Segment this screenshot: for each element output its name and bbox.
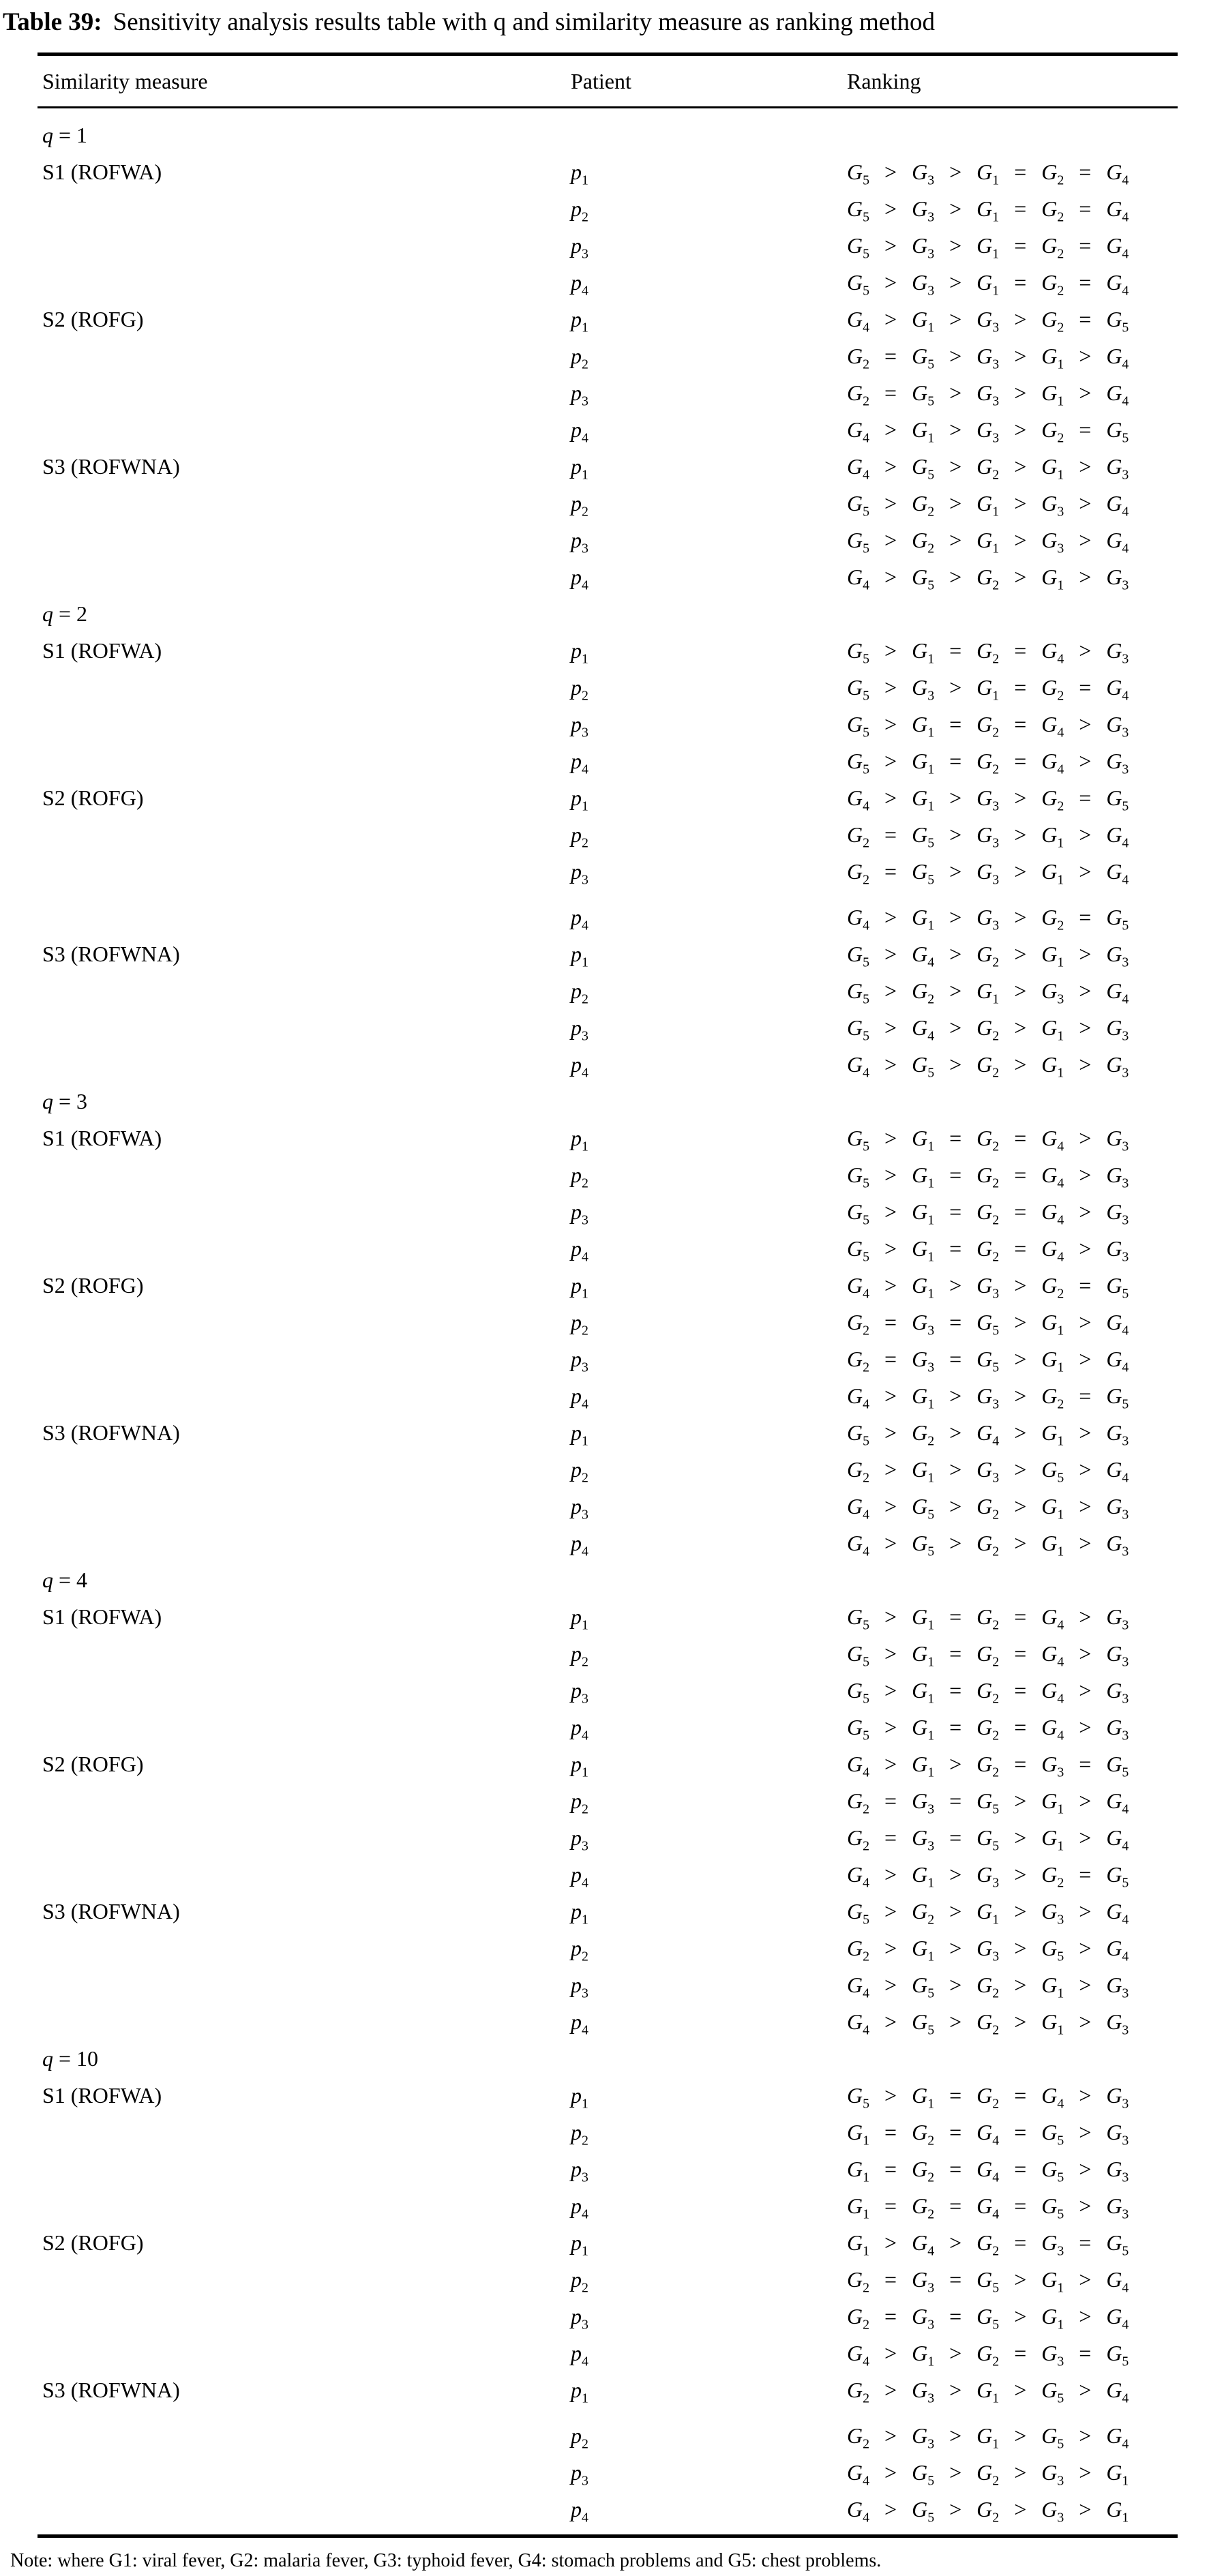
table-row: [0, 1341, 1209, 1377]
table-row: [0, 1377, 1209, 1414]
similarity-measure-cell: S2 (ROFG): [42, 1752, 144, 1776]
similarity-measure-cell: [42, 485, 571, 522]
table-row: [0, 2151, 1209, 2187]
similarity-measure-cell: S3 (ROFWNA): [42, 454, 180, 479]
ranking-cell: $G_5 > G_1 = G_2 = G_4 > G_3$: [847, 638, 1129, 667]
similarity-measure-cell: [42, 1193, 571, 1230]
patient-cell: $p_2$: [571, 2423, 588, 2452]
ranking-cell: $G_4 > G_5 > G_2 > G_1 > G_3$: [847, 1494, 1129, 1523]
similarity-measure-cell: [42, 2335, 571, 2371]
similarity-measure-cell: [42, 2454, 571, 2491]
table-row: [0, 2187, 1209, 2224]
table-row: [0, 1230, 1209, 1267]
table-row: [0, 1193, 1209, 1230]
similarity-measure-cell: [42, 522, 571, 558]
similarity-measure-cell: [42, 2417, 571, 2454]
ranking-cell: $G_1 = G_2 = G_4 = G_5 > G_3$: [847, 2193, 1129, 2222]
patient-cell: $p_1$: [571, 1604, 588, 1633]
q-section-label: q = 4: [42, 1568, 88, 1592]
ranking-cell: $G_4 > G_5 > G_2 > G_3 > G_1$: [847, 2460, 1129, 2489]
table-row: [0, 2261, 1209, 2298]
similarity-measure-cell: S2 (ROFG): [42, 2230, 144, 2255]
patient-cell: $p_3$: [571, 380, 588, 409]
patient-cell: $p_1$: [571, 307, 588, 335]
patient-cell: $p_4$: [571, 905, 588, 933]
patient-cell: $p_4$: [571, 417, 588, 446]
ranking-cell: $G_2 > G_3 > G_1 > G_5 > G_4$: [847, 2423, 1129, 2452]
ranking-cell: $G_4 > G_5 > G_2 > G_1 > G_3$: [847, 1052, 1129, 1081]
ranking-cell: $G_5 > G_3 > G_1 = G_2 = G_4$: [847, 196, 1129, 225]
table-row: [0, 374, 1209, 411]
ranking-cell: $G_4 > G_5 > G_2 > G_1 > G_3$: [847, 2009, 1129, 2038]
q-section-label: q = 1: [42, 123, 88, 147]
similarity-measure-cell: [42, 1488, 571, 1525]
patient-cell: $p_4$: [571, 565, 588, 593]
similarity-measure-cell: [42, 338, 571, 374]
table-row: [0, 1709, 1209, 1746]
table-row: [0, 1598, 1209, 1635]
similarity-measure-cell: S1 (ROFWA): [42, 2083, 162, 2108]
table-row: [0, 1414, 1209, 1451]
similarity-measure-cell: [42, 743, 571, 779]
ranking-cell: $G_5 > G_2 > G_1 > G_3 > G_4$: [847, 491, 1129, 520]
patient-cell: $p_4$: [571, 749, 588, 777]
patient-cell: $p_4$: [571, 1862, 588, 1891]
table-row: [0, 1930, 1209, 1966]
table-row: [0, 1451, 1209, 1488]
ranking-cell: $G_5 > G_3 > G_1 = G_2 = G_4$: [847, 160, 1129, 188]
ranking-cell: $G_4 > G_5 > G_2 > G_1 > G_3$: [847, 1973, 1129, 2001]
table-row: [0, 669, 1209, 706]
table-row: [0, 2417, 1209, 2454]
similarity-measure-cell: [42, 2261, 571, 2298]
patient-cell: $p_1$: [571, 1126, 588, 1154]
ranking-cell: $G_4 > G_5 > G_2 > G_1 > G_3$: [847, 565, 1129, 593]
ranking-cell: $G_2 > G_3 > G_1 > G_5 > G_4$: [847, 2378, 1129, 2406]
column-header-patient: Patient: [571, 68, 631, 93]
ranking-cell: $G_4 > G_1 > G_3 > G_2 = G_5$: [847, 785, 1129, 814]
patient-cell: $p_2$: [571, 196, 588, 225]
similarity-measure-cell: S3 (ROFWNA): [42, 1899, 180, 1923]
table-row: [0, 1819, 1209, 1856]
ranking-cell: $G_5 > G_2 > G_1 > G_3 > G_4$: [847, 978, 1129, 1007]
table-row: [0, 853, 1209, 890]
ranking-cell: $G_5 > G_3 > G_1 = G_2 = G_4$: [847, 270, 1129, 299]
patient-cell: $p_4$: [571, 2009, 588, 2038]
table-row: [0, 485, 1209, 522]
patient-cell: $p_1$: [571, 160, 588, 188]
patient-cell: $p_1$: [571, 1420, 588, 1449]
table-note: Note: where G1: viral fever, G2: malaria fever, G3: typhoid fever, G4: stomach problems and G5: chest problems.: [10, 2550, 882, 2571]
similarity-measure-cell: [42, 1782, 571, 1819]
ranking-cell: $G_5 > G_1 = G_2 = G_4 > G_3$: [847, 1126, 1129, 1154]
ranking-cell: $G_5 > G_1 = G_2 = G_4 > G_3$: [847, 1604, 1129, 1633]
table-row: [0, 1304, 1209, 1341]
similarity-measure-cell: [42, 1377, 571, 1414]
patient-cell: $p_4$: [571, 2341, 588, 2369]
table-row: [0, 2371, 1209, 2408]
similarity-measure-cell: [42, 669, 571, 706]
table-row: [0, 779, 1209, 816]
patient-cell: $p_2$: [571, 1310, 588, 1338]
patient-cell: $p_1$: [571, 454, 588, 483]
ranking-cell: $G_5 > G_2 > G_4 > G_1 > G_3$: [847, 1420, 1129, 1449]
table-row: [0, 448, 1209, 485]
patient-cell: $p_2$: [571, 344, 588, 372]
table-row: [0, 1893, 1209, 1930]
table-row: [0, 1488, 1209, 1525]
table-row: [0, 2491, 1209, 2528]
patient-cell: $p_4$: [571, 270, 588, 299]
ranking-cell: $G_5 > G_1 = G_2 = G_4 > G_3$: [847, 1641, 1129, 1670]
patient-cell: $p_3$: [571, 1825, 588, 1854]
table-header-row: [0, 56, 1209, 106]
table-row: [0, 1156, 1209, 1193]
similarity-measure-cell: [42, 1525, 571, 1561]
q-section-label: q = 10: [42, 2046, 99, 2071]
table-row: [0, 227, 1209, 264]
patient-cell: $p_2$: [571, 1788, 588, 1817]
similarity-measure-cell: S1 (ROFWA): [42, 160, 162, 184]
table-row: [0, 301, 1209, 338]
similarity-measure-cell: [42, 2003, 571, 2040]
table-row: [0, 2298, 1209, 2335]
ranking-cell: $G_2 = G_5 > G_3 > G_1 > G_4$: [847, 344, 1129, 372]
patient-cell: $p_1$: [571, 785, 588, 814]
table-row: [0, 899, 1209, 935]
ranking-cell: $G_2 = G_5 > G_3 > G_1 > G_4$: [847, 822, 1129, 851]
ranking-cell: $G_2 = G_3 = G_5 > G_1 > G_4$: [847, 1347, 1129, 1375]
similarity-measure-cell: [42, 2491, 571, 2528]
patient-cell: $p_3$: [571, 528, 588, 556]
table-row: [0, 522, 1209, 558]
table-row: [0, 1267, 1209, 1304]
patient-cell: $p_3$: [571, 1347, 588, 1375]
similarity-measure-cell: S2 (ROFG): [42, 1273, 144, 1298]
table-row: [0, 190, 1209, 227]
table-row: [0, 632, 1209, 669]
similarity-measure-cell: [42, 1672, 571, 1709]
table-caption-text: Sensitivity analysis results table with q and similarity measure as ranking method: [113, 8, 936, 36]
similarity-measure-cell: [42, 706, 571, 743]
patient-cell: $p_4$: [571, 2193, 588, 2222]
similarity-measure-cell: S3 (ROFWNA): [42, 942, 180, 966]
ranking-cell: $G_5 > G_2 > G_1 > G_3 > G_4$: [847, 1899, 1129, 1928]
table-row: [0, 338, 1209, 374]
similarity-measure-cell: [42, 1156, 571, 1193]
patient-cell: $p_4$: [571, 1715, 588, 1743]
table-row: [0, 1009, 1209, 1046]
similarity-measure-cell: [42, 1856, 571, 1893]
patient-cell: $p_2$: [571, 675, 588, 704]
similarity-measure-cell: [42, 558, 571, 595]
patient-cell: $p_3$: [571, 712, 588, 740]
ranking-cell: $G_5 > G_4 > G_2 > G_1 > G_3$: [847, 1015, 1129, 1044]
ranking-cell: $G_4 > G_1 > G_3 > G_2 = G_5$: [847, 307, 1129, 335]
similarity-measure-cell: S2 (ROFG): [42, 785, 144, 810]
column-header-similarity-measure: Similarity measure: [42, 68, 208, 93]
similarity-measure-cell: [42, 1230, 571, 1267]
patient-cell: $p_1$: [571, 1273, 588, 1302]
q-section-label: q = 2: [42, 601, 88, 626]
patient-cell: $p_2$: [571, 822, 588, 851]
ranking-cell: $G_4 > G_1 > G_3 > G_2 = G_5$: [847, 905, 1129, 933]
patient-cell: $p_1$: [571, 1752, 588, 1780]
patient-cell: $p_4$: [571, 1052, 588, 1081]
similarity-measure-cell: [42, 972, 571, 1009]
similarity-measure-cell: [42, 1930, 571, 1966]
table-caption: [0, 0, 1209, 38]
similarity-measure-cell: [42, 816, 571, 853]
patient-cell: $p_3$: [571, 1015, 588, 1044]
ranking-cell: $G_2 > G_1 > G_3 > G_5 > G_4$: [847, 1936, 1129, 1964]
table-row: [0, 1966, 1209, 2003]
similarity-measure-cell: [42, 2114, 571, 2151]
similarity-measure-cell: [42, 190, 571, 227]
ranking-cell: $G_1 > G_4 > G_2 = G_3 = G_5$: [847, 2230, 1129, 2259]
ranking-cell: $G_5 > G_1 = G_2 = G_4 > G_3$: [847, 1236, 1129, 1265]
table-row: [0, 2003, 1209, 2040]
ranking-cell: $G_4 > G_1 > G_2 = G_3 = G_5$: [847, 2341, 1129, 2369]
patient-cell: $p_1$: [571, 1899, 588, 1928]
ranking-cell: $G_2 = G_3 = G_5 > G_1 > G_4$: [847, 2267, 1129, 2296]
table-caption-label: Table 39:: [3, 8, 102, 36]
similarity-measure-cell: [42, 1451, 571, 1488]
patient-cell: $p_4$: [571, 1383, 588, 1412]
table-row: [0, 2077, 1209, 2114]
table-row: [0, 1856, 1209, 1893]
similarity-measure-cell: S3 (ROFWNA): [42, 2378, 180, 2402]
patient-cell: $p_3$: [571, 1494, 588, 1523]
q-section-label: q = 3: [42, 1089, 88, 1113]
patient-cell: $p_2$: [571, 1936, 588, 1964]
similarity-measure-cell: [42, 1819, 571, 1856]
similarity-measure-cell: S1 (ROFWA): [42, 1126, 162, 1150]
similarity-measure-cell: [42, 2151, 571, 2187]
similarity-measure-cell: [42, 853, 571, 890]
table-row: [0, 2224, 1209, 2261]
ranking-cell: $G_5 > G_2 > G_1 > G_3 > G_4$: [847, 528, 1129, 556]
similarity-measure-cell: [42, 1009, 571, 1046]
similarity-measure-cell: [42, 2298, 571, 2335]
patient-cell: $p_2$: [571, 2120, 588, 2148]
patient-cell: $p_1$: [571, 2378, 588, 2406]
ranking-cell: $G_4 > G_1 > G_2 = G_3 = G_5$: [847, 1752, 1129, 1780]
patient-cell: $p_3$: [571, 233, 588, 262]
ranking-cell: $G_5 > G_3 > G_1 = G_2 = G_4$: [847, 233, 1129, 262]
ranking-cell: $G_5 > G_1 = G_2 = G_4 > G_3$: [847, 1715, 1129, 1743]
ranking-cell: $G_2 = G_5 > G_3 > G_1 > G_4$: [847, 859, 1129, 888]
patient-cell: $p_2$: [571, 491, 588, 520]
patient-cell: $p_3$: [571, 2460, 588, 2489]
table-row: [0, 935, 1209, 972]
table-row: [0, 1635, 1209, 1672]
ranking-cell: $G_4 > G_1 > G_3 > G_2 = G_5$: [847, 1383, 1129, 1412]
ranking-cell: $G_5 > G_1 = G_2 = G_4 > G_3$: [847, 749, 1129, 777]
patient-cell: $p_4$: [571, 1236, 588, 1265]
ranking-cell: $G_5 > G_1 = G_2 = G_4 > G_3$: [847, 1163, 1129, 1191]
similarity-measure-cell: [42, 374, 571, 411]
table-row: [0, 972, 1209, 1009]
ranking-cell: $G_2 = G_3 = G_5 > G_1 > G_4$: [847, 2304, 1129, 2333]
similarity-measure-cell: [42, 411, 571, 448]
similarity-measure-cell: [42, 2187, 571, 2224]
similarity-measure-cell: S3 (ROFWNA): [42, 1420, 180, 1445]
ranking-cell: $G_5 > G_1 = G_2 = G_4 > G_3$: [847, 712, 1129, 740]
patient-cell: $p_2$: [571, 2267, 588, 2296]
patient-cell: $p_2$: [571, 1641, 588, 1670]
patient-cell: $p_3$: [571, 1973, 588, 2001]
patient-cell: $p_2$: [571, 1163, 588, 1191]
similarity-measure-cell: S2 (ROFG): [42, 307, 144, 331]
similarity-measure-cell: [42, 264, 571, 301]
similarity-measure-cell: S1 (ROFWA): [42, 1604, 162, 1629]
ranking-cell: $G_2 = G_5 > G_3 > G_1 > G_4$: [847, 380, 1129, 409]
table-row: [0, 1746, 1209, 1782]
patient-cell: $p_2$: [571, 1457, 588, 1486]
table-row: [0, 743, 1209, 779]
ranking-cell: $G_5 > G_4 > G_2 > G_1 > G_3$: [847, 942, 1129, 970]
patient-cell: $p_3$: [571, 2157, 588, 2185]
column-header-ranking: Ranking: [847, 68, 921, 93]
patient-cell: $p_1$: [571, 638, 588, 667]
patient-cell: $p_1$: [571, 2230, 588, 2259]
table-row: [0, 153, 1209, 190]
patient-cell: $p_3$: [571, 2304, 588, 2333]
similarity-measure-cell: [42, 227, 571, 264]
ranking-cell: $G_4 > G_5 > G_2 > G_3 > G_1$: [847, 2497, 1129, 2526]
table-row: [0, 2335, 1209, 2371]
similarity-measure-cell: [42, 1635, 571, 1672]
patient-cell: $p_3$: [571, 1199, 588, 1228]
ranking-cell: $G_2 = G_3 = G_5 > G_1 > G_4$: [847, 1310, 1129, 1338]
ranking-cell: $G_4 > G_1 > G_3 > G_2 = G_5$: [847, 1273, 1129, 1302]
patient-cell: $p_4$: [571, 1531, 588, 1559]
patient-cell: $p_3$: [571, 859, 588, 888]
ranking-cell: $G_4 > G_1 > G_3 > G_2 = G_5$: [847, 417, 1129, 446]
table-row: [0, 1782, 1209, 1819]
table-row: [0, 2454, 1209, 2491]
similarity-measure-cell: S1 (ROFWA): [42, 638, 162, 663]
ranking-cell: $G_4 > G_5 > G_2 > G_1 > G_3$: [847, 1531, 1129, 1559]
table-row: [0, 1120, 1209, 1156]
similarity-measure-cell: [42, 899, 571, 935]
table-row: [0, 706, 1209, 743]
ranking-cell: $G_2 > G_1 > G_3 > G_5 > G_4$: [847, 1457, 1129, 1486]
ranking-cell: $G_5 > G_1 = G_2 = G_4 > G_3$: [847, 1678, 1129, 1707]
similarity-measure-cell: [42, 1709, 571, 1746]
table-row: [0, 1046, 1209, 1083]
table-row: [0, 264, 1209, 301]
similarity-measure-cell: [42, 1304, 571, 1341]
ranking-cell: $G_2 = G_3 = G_5 > G_1 > G_4$: [847, 1825, 1129, 1854]
patient-cell: $p_3$: [571, 1678, 588, 1707]
table-row: [0, 558, 1209, 595]
patient-cell: $p_2$: [571, 978, 588, 1007]
similarity-measure-cell: [42, 1341, 571, 1377]
table-row: [0, 1525, 1209, 1561]
similarity-measure-cell: [42, 1966, 571, 2003]
table-row: [0, 1672, 1209, 1709]
ranking-cell: $G_4 > G_5 > G_2 > G_1 > G_3$: [847, 454, 1129, 483]
table-bottom-rule: [38, 2534, 1178, 2538]
table-row: [0, 2114, 1209, 2151]
similarity-measure-cell: [42, 1046, 571, 1083]
ranking-cell: $G_1 = G_2 = G_4 = G_5 > G_3$: [847, 2157, 1129, 2185]
ranking-cell: $G_2 = G_3 = G_5 > G_1 > G_4$: [847, 1788, 1129, 1817]
ranking-cell: $G_5 > G_3 > G_1 = G_2 = G_4$: [847, 675, 1129, 704]
ranking-cell: $G_5 > G_1 = G_2 = G_4 > G_3$: [847, 1199, 1129, 1228]
patient-cell: $p_4$: [571, 2497, 588, 2526]
ranking-cell: $G_5 > G_1 = G_2 = G_4 > G_3$: [847, 2083, 1129, 2112]
patient-cell: $p_1$: [571, 942, 588, 970]
table-row: [0, 816, 1209, 853]
ranking-cell: $G_1 = G_2 = G_4 = G_5 > G_3$: [847, 2120, 1129, 2148]
table-body: [0, 108, 1209, 2528]
ranking-cell: $G_4 > G_1 > G_3 > G_2 = G_5$: [847, 1862, 1129, 1891]
table-row: [0, 411, 1209, 448]
patient-cell: $p_1$: [571, 2083, 588, 2112]
